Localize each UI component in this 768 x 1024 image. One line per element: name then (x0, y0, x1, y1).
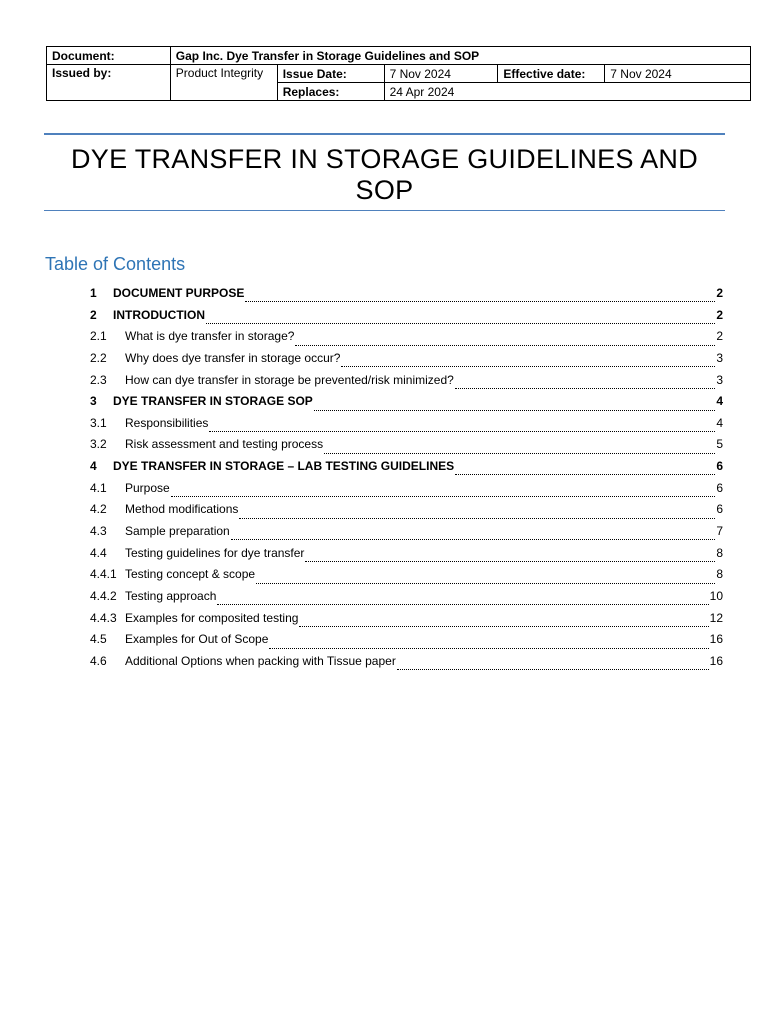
toc-entry-number: 4.4.3 (90, 610, 117, 625)
toc-entry-title: DYE TRANSFER IN STORAGE – LAB TESTING GUIDELINES (113, 459, 455, 474)
toc-entry-number: 4.1 (90, 480, 107, 495)
toc-entry-title: DOCUMENT PURPOSE (113, 286, 245, 300)
toc-entry-number: 4.6 (90, 653, 107, 668)
toc-entry-number: 4.4 (90, 545, 107, 560)
document-header-table (46, 46, 751, 101)
issued-by-label: Issued by: (47, 65, 171, 101)
toc-dot-leader (455, 378, 715, 389)
toc-entry-title: How can dye transfer in storage be prevented/risk minimized? (125, 372, 454, 387)
toc-entry[interactable] (90, 478, 723, 500)
toc-entry-number: 3 (90, 394, 97, 409)
toc-entry-number: 4.4.2 (90, 588, 117, 603)
toc-dot-leader (324, 443, 715, 454)
toc-dot-leader (256, 573, 715, 584)
toc-entry[interactable] (90, 543, 723, 565)
toc-entry-page: 4 (716, 415, 723, 430)
toc-dot-leader (206, 313, 715, 324)
toc-entry-page: 3 (716, 372, 723, 387)
toc-entry[interactable] (90, 370, 723, 392)
issue-date-label: Issue Date: (277, 65, 384, 83)
toc-dot-leader (341, 356, 715, 367)
toc-entry-page: 2 (716, 329, 723, 344)
toc-entry-title: Risk assessment and testing process (125, 437, 324, 452)
toc-entry-number: 3.1 (90, 415, 107, 430)
issued-by-value: Product Integrity (170, 65, 277, 101)
toc-dot-leader (239, 508, 715, 519)
replaces-label: Replaces: (277, 83, 384, 101)
toc-dot-leader (455, 464, 715, 475)
toc-entry[interactable] (90, 283, 723, 305)
toc-entry[interactable] (90, 651, 723, 673)
toc-entry-page: 16 (709, 653, 723, 668)
toc-entry[interactable] (90, 499, 723, 521)
toc-entry[interactable] (90, 413, 723, 435)
toc-entry[interactable] (90, 629, 723, 651)
toc-entry-number: 2.2 (90, 350, 107, 365)
toc-entry[interactable] (90, 564, 723, 586)
title-top-rule (44, 133, 725, 135)
toc-dot-leader (269, 638, 708, 649)
toc-entry-number: 4.5 (90, 632, 107, 647)
toc-entry[interactable] (90, 391, 723, 413)
toc-dot-leader (299, 616, 708, 627)
toc-entry-number: 2 (90, 307, 97, 322)
document-value: Gap Inc. Dye Transfer in Storage Guidelines and SOP (170, 47, 750, 65)
toc-entry-title: Method modifications (125, 502, 239, 517)
toc-dot-leader (245, 291, 715, 302)
issue-date-value: 7 Nov 2024 (384, 65, 498, 83)
header-row-issued (47, 65, 751, 83)
toc-dot-leader (217, 594, 708, 605)
toc-entry-title: DYE TRANSFER IN STORAGE SOP (113, 394, 313, 409)
toc-entry-title: Testing concept & scope (125, 567, 256, 582)
toc-entry-page: 10 (709, 588, 723, 603)
toc-entry-number: 4 (90, 459, 97, 474)
toc-entry-page: 8 (716, 545, 723, 560)
toc-entry-title: Testing approach (125, 588, 217, 603)
toc-entry[interactable] (90, 608, 723, 630)
toc-entry-page: 2 (716, 307, 723, 322)
toc-entry-page: 6 (716, 480, 723, 495)
toc-entry-title: Responsibilities (125, 415, 209, 430)
table-of-contents (90, 283, 723, 673)
toc-entry-page: 6 (716, 459, 723, 474)
toc-entry-title: What is dye transfer in storage? (125, 329, 295, 344)
toc-entry-title: Purpose (125, 480, 170, 495)
toc-dot-leader (295, 335, 715, 346)
toc-entry-page: 4 (716, 394, 723, 409)
toc-entry-number: 2.1 (90, 329, 107, 344)
toc-entry-number: 4.3 (90, 524, 107, 539)
toc-dot-leader (231, 529, 716, 540)
effective-date-label: Effective date: (498, 65, 605, 83)
toc-entry[interactable] (90, 326, 723, 348)
header-row-document (47, 47, 751, 65)
replaces-value: 24 Apr 2024 (384, 83, 750, 101)
toc-entry-number: 3.2 (90, 437, 107, 452)
toc-entry[interactable] (90, 434, 723, 456)
toc-entry-page: 2 (716, 286, 723, 300)
toc-dot-leader (305, 551, 715, 562)
toc-entry[interactable] (90, 521, 723, 543)
document-title: DYE TRANSFER IN STORAGE GUIDELINES AND SOP (70, 144, 699, 205)
toc-entry-page: 5 (716, 437, 723, 452)
toc-entry[interactable] (90, 305, 723, 327)
toc-dot-leader (314, 400, 716, 411)
toc-entry-number: 2.3 (90, 372, 107, 387)
toc-entry-page: 6 (716, 502, 723, 517)
toc-entry-page: 8 (716, 567, 723, 582)
toc-entry-title: Testing guidelines for dye transfer (125, 545, 305, 560)
title-bottom-rule (44, 210, 725, 211)
toc-entry-number: 1 (90, 286, 97, 300)
toc-entry[interactable] (90, 456, 723, 478)
toc-entry-number: 4.4.1 (90, 567, 117, 582)
toc-entry-page: 3 (716, 350, 723, 365)
toc-entry[interactable] (90, 586, 723, 608)
toc-entry-title: Why does dye transfer in storage occur? (125, 350, 341, 365)
toc-entry-page: 12 (709, 610, 723, 625)
toc-entry-page: 16 (709, 632, 723, 647)
toc-entry[interactable] (90, 348, 723, 370)
toc-heading: Table of Contents (45, 254, 186, 274)
toc-entry-title: INTRODUCTION (113, 307, 205, 322)
toc-entry-title: Additional Options when packing with Tissue paper (125, 653, 396, 668)
document-label: Document: (47, 47, 171, 65)
toc-entry-title: Examples for Out of Scope (125, 632, 269, 647)
toc-entry-page: 7 (716, 524, 723, 539)
toc-entry-title: Sample preparation (125, 524, 230, 539)
toc-entry-number: 4.2 (90, 502, 107, 517)
toc-dot-leader (397, 659, 709, 670)
toc-dot-leader (171, 486, 716, 497)
toc-dot-leader (209, 421, 715, 432)
effective-date-value: 7 Nov 2024 (605, 65, 751, 83)
toc-entry-title: Examples for composited testing (125, 610, 299, 625)
